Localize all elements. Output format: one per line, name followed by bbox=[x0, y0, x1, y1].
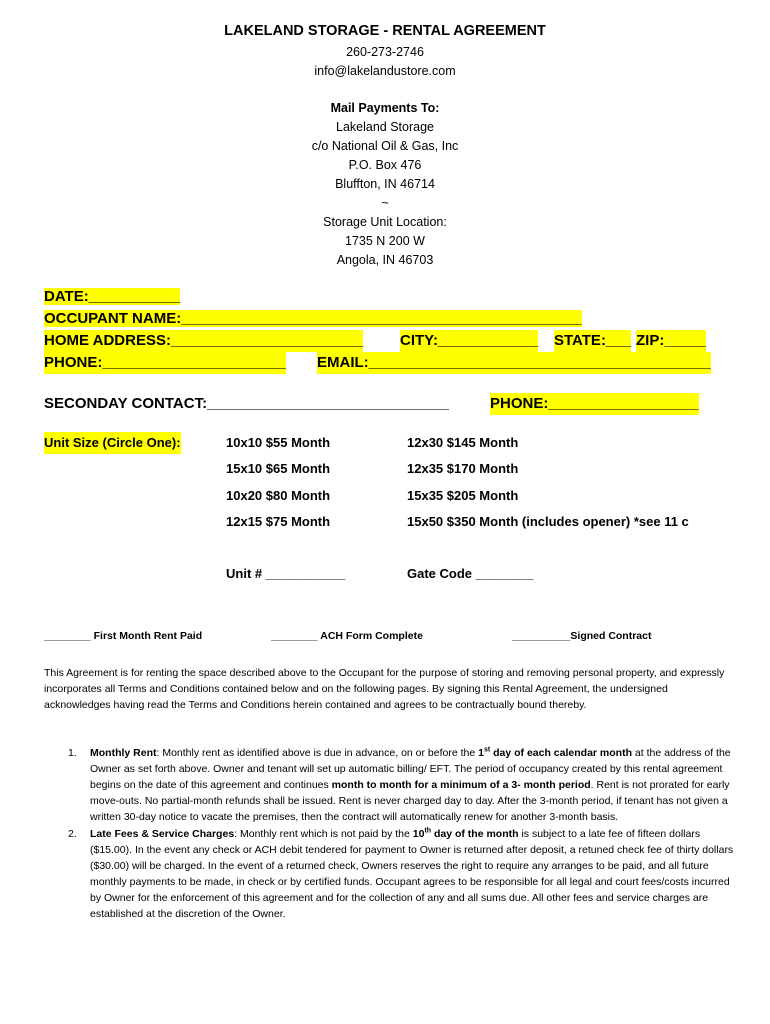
location-address-line: Angola, IN 46703 bbox=[336, 253, 434, 267]
ach-form-check[interactable]: ________ ACH Form Complete bbox=[271, 630, 423, 642]
contact-email: info@lakelandustore.com bbox=[314, 64, 456, 78]
unit-option[interactable]: 12x15 $75 Month bbox=[226, 513, 331, 529]
document-title: LAKELAND STORAGE - RENTAL AGREEMENT bbox=[224, 23, 546, 39]
date-field[interactable]: DATE:___________ bbox=[44, 288, 181, 305]
unit-number-field[interactable]: Unit # ___________ bbox=[226, 566, 346, 581]
term-number: 1. bbox=[68, 747, 77, 759]
location-address-line: 1735 N 200 W bbox=[345, 234, 425, 248]
signed-contract-check[interactable]: __________Signed Contract bbox=[512, 630, 652, 642]
office-checklist bbox=[44, 630, 734, 646]
term-title: Monthly Rent bbox=[90, 747, 157, 759]
letterhead bbox=[0, 22, 770, 270]
codes-row bbox=[44, 566, 734, 586]
unit-option[interactable]: 15x50 $350 Month (includes opener) *see 11 c bbox=[407, 513, 689, 529]
unit-option[interactable]: 12x30 $145 Month bbox=[407, 435, 519, 450]
occupant-fields bbox=[44, 286, 724, 415]
mail-address-line: P.O. Box 476 bbox=[348, 158, 422, 172]
zip-field[interactable]: ZIP:_____ bbox=[636, 330, 706, 352]
secondary-phone-field[interactable]: PHONE:__________________ bbox=[490, 393, 699, 415]
unit-size-label: Unit Size (Circle One): bbox=[44, 432, 181, 454]
contact-phone: 260-273-2746 bbox=[346, 45, 424, 59]
first-month-rent-check[interactable]: ________ First Month Rent Paid bbox=[44, 630, 203, 642]
term-item: 1. Monthly Rent: Monthly rent as identified above is due in advance, on or before the 1st day of each calendar month at the address of the Owner as set forth above. Owner and tenant will set up automatic billing/ EFT. The period of occupancy created by this rental agreement begins on the date of this agreement and continues month to month for a minimum of a 3- month period. Rent is not prorated for early move-outs. No partial-month refunds shall be issued. Rent is never charged day to day. After the 3-month period, if tenant has not given a written 30-day notice to vacate the premises, then the contract will automatically renew for another 3-month basis. bbox=[68, 746, 731, 823]
state-field[interactable]: STATE:___ bbox=[554, 330, 631, 352]
secondary-contact-label: SECONDAY CONTACT:_____________________________ bbox=[44, 395, 449, 412]
email-field[interactable]: EMAIL:_________________________________________ bbox=[317, 352, 711, 374]
secondary-contact-field[interactable] bbox=[44, 393, 449, 415]
header-separator: ~ bbox=[381, 196, 389, 210]
mail-address-line: Lakeland Storage bbox=[336, 120, 434, 134]
term-item: 2. Late Fees & Service Charges: Monthly rent which is not paid by the 10th day of the month is subject to a late fee of fifteen dollars ($15.00). In the event any check or ACH debit tendered for payment to Owner is returned after deposit, a retuned check fee of thirty dollars ($30.00) will be charged. In the event of a returned check, Owners reserves the right to require any arranges to be paid, and all future monthly payments to be made, in check or by certified funds. Occupant agrees to be responsible for all legal and court fees/costs incurred by Owner for the enforcement of this agreement and for the collection of any and all sums due. All other fees and service charges are established at the discretion of the Owner. bbox=[68, 827, 734, 920]
unit-option[interactable]: 15x35 $205 Month bbox=[407, 487, 519, 503]
unit-option[interactable]: 12x35 $170 Month bbox=[407, 461, 519, 477]
agreement-intro: This Agreement is for renting the space described above to the Occupant for the purpose of storing and removing personal property, and expressly incorporates all Terms and Conditions contained below and on the following pages. By signing this Rental Agreement, the undersigned acknowledges having read the Terms and Conditions herein contained and agrees to be contractually bound thereby. bbox=[44, 667, 725, 711]
occupant-name-field[interactable]: OCCUPANT NAME:________________________________________________ bbox=[44, 310, 582, 327]
home-address-field[interactable]: HOME ADDRESS:_______________________ bbox=[44, 330, 363, 352]
gate-code-field[interactable]: Gate Code ________ bbox=[407, 566, 534, 581]
unit-option[interactable]: 10x10 $55 Month bbox=[226, 435, 331, 450]
mail-address-line: c/o National Oil & Gas, Inc bbox=[311, 139, 459, 153]
city-field[interactable]: CITY:____________ bbox=[400, 330, 538, 352]
location-heading: Storage Unit Location: bbox=[323, 215, 447, 229]
mail-payments-heading: Mail Payments To: bbox=[330, 101, 440, 115]
mail-address-line: Bluffton, IN 46714 bbox=[335, 177, 435, 191]
term-title: Late Fees & Service Charges bbox=[90, 828, 235, 840]
terms-list bbox=[44, 745, 734, 923]
unit-size-section bbox=[44, 432, 734, 537]
term-number: 2. bbox=[68, 828, 77, 840]
unit-option[interactable]: 15x10 $65 Month bbox=[226, 461, 331, 477]
unit-option[interactable]: 10x20 $80 Month bbox=[226, 487, 331, 503]
phone-field[interactable]: PHONE:______________________ bbox=[44, 352, 286, 374]
